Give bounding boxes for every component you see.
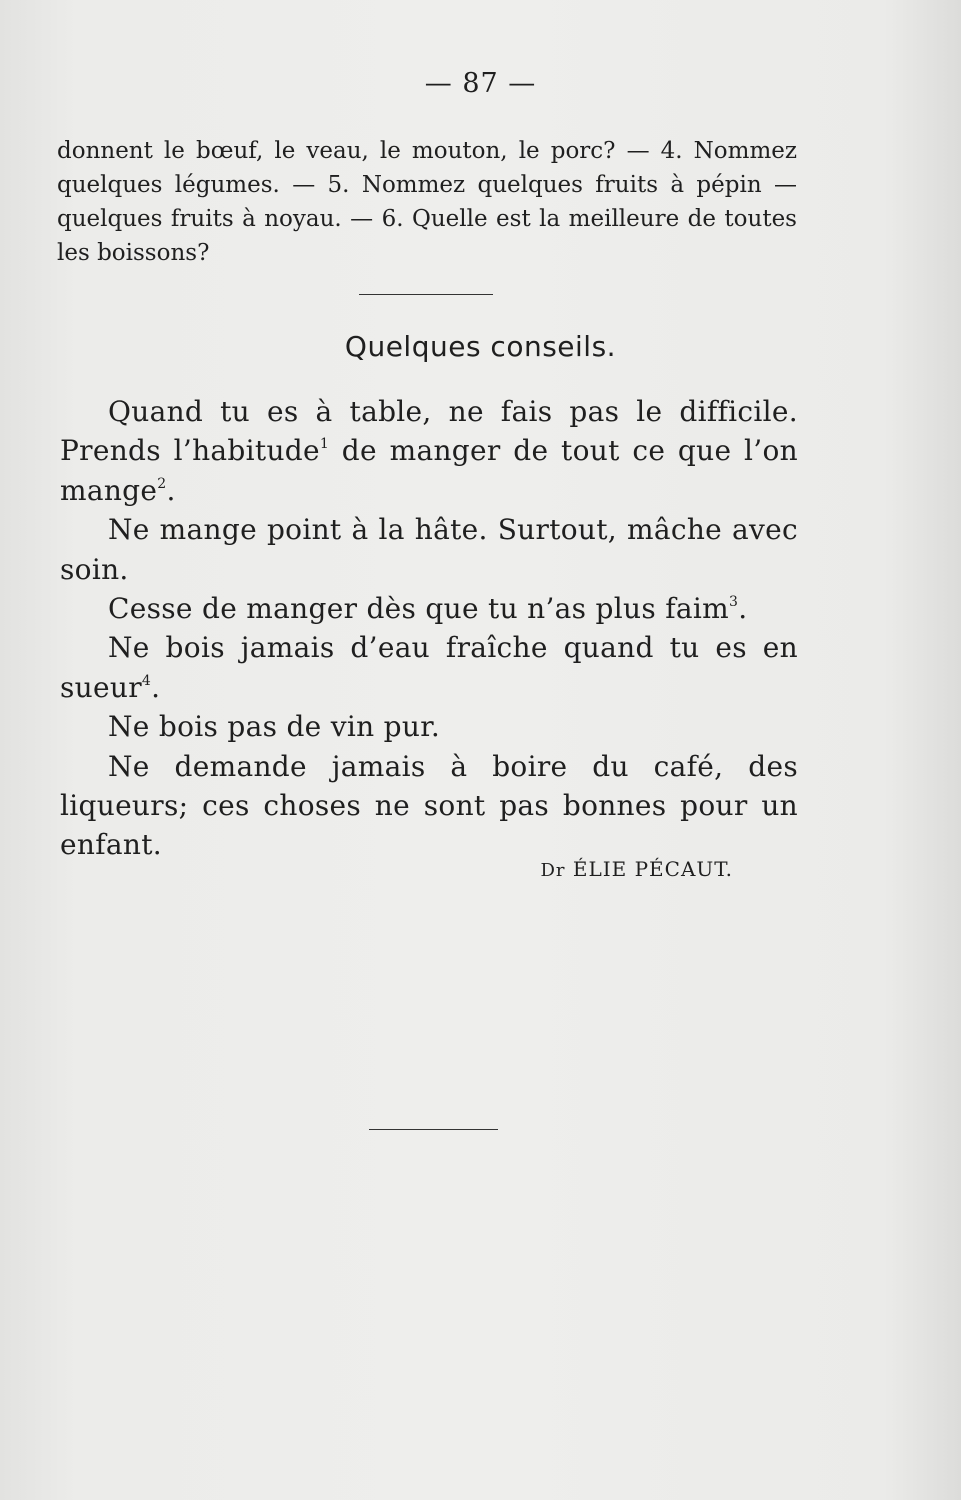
advice-paragraph-5: Ne bois pas de vin pur. bbox=[108, 710, 441, 744]
top-divider bbox=[359, 294, 493, 295]
questions-block bbox=[57, 134, 797, 270]
section-title: Quelques conseils. bbox=[344, 330, 617, 363]
advice-text bbox=[60, 392, 798, 865]
footnote-ref: 3 bbox=[728, 594, 739, 611]
advice-paragraph-4: Ne bois jamais d’eau fraîche quand tu es en sueur$^4$. bbox=[60, 631, 798, 704]
advice-paragraph-1: Quand tu es à table, ne fais pas le difficile. Prends l’habitude$^1$ de manger de tout ce que l’on mange$^2$. bbox=[60, 395, 798, 507]
advice-paragraph-3: Cesse de manger dès que tu n’as plus faim$^3$. bbox=[108, 592, 748, 626]
bottom-divider bbox=[369, 1129, 498, 1130]
author-name: ÉLIE PÉCAUT. bbox=[572, 857, 733, 881]
author-title: Dr bbox=[540, 860, 566, 881]
footnote-ref: 2 bbox=[157, 475, 167, 492]
author-signature bbox=[540, 857, 733, 881]
advice-paragraph-2: Ne mange point à la hâte. Surtout, mâche avec soin. bbox=[60, 513, 798, 586]
footnote-ref: 4 bbox=[141, 672, 152, 689]
advice-paragraph-6: Ne demande jamais à boire du café, des liqueurs; ces choses ne sont pas bonnes pour un enfant. bbox=[60, 749, 798, 862]
footnote-ref: 1 bbox=[319, 436, 330, 453]
questions-text: donnent le bœuf, le veau, le mouton, le porc? — 4. Nommez quelques légumes. — 5. Nommez quelques fruits à pépin — quelques fruits à noyau. — 6. Quelle est la meilleure de toutes les boissons? bbox=[57, 138, 797, 266]
page-number: — 87 — bbox=[424, 68, 537, 99]
